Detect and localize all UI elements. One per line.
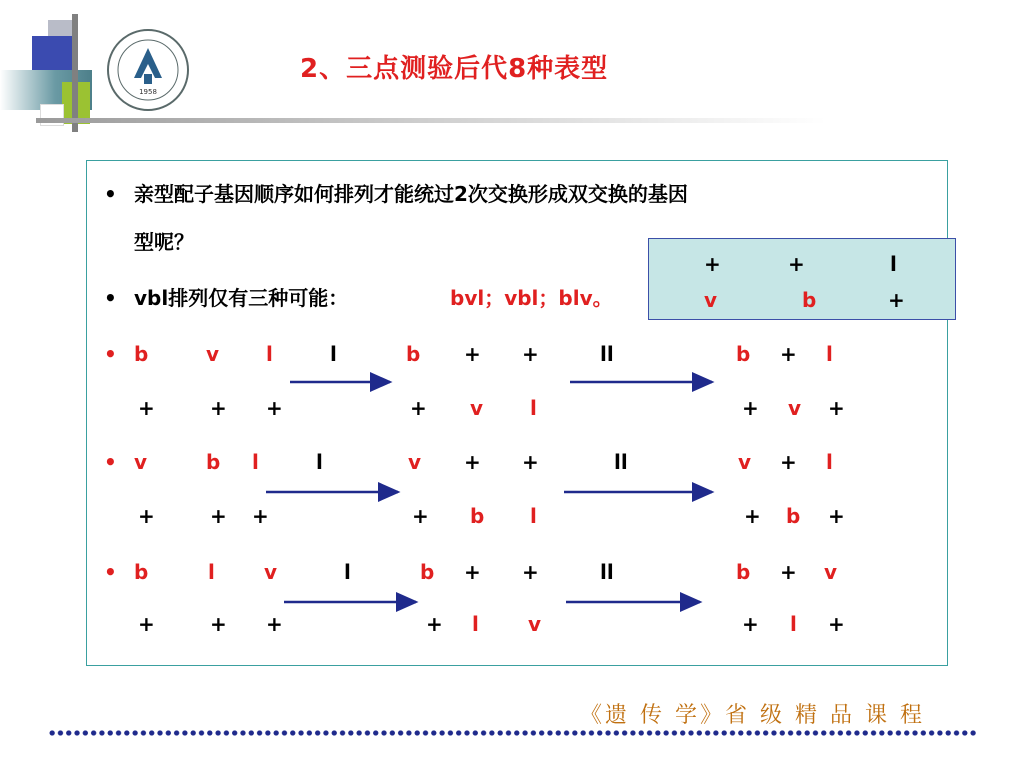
cross3-mid-top-gene3: +	[522, 560, 539, 584]
cross1-end-top-gene3: l	[826, 342, 833, 366]
cross2-parent-top-gene3: l	[252, 450, 259, 474]
overlay-row1-gene2: +	[788, 252, 805, 276]
cross1-parent-bottom-gene3: +	[266, 396, 283, 420]
cross2-mid-top-gene1: v	[408, 450, 422, 474]
overlay-row2-gene2: b	[802, 288, 817, 312]
overlay-row2-gene1: v	[704, 288, 718, 312]
cross1-end-bottom-gene2: v	[788, 396, 802, 420]
cross3-parent-bottom-gene1: +	[138, 612, 155, 636]
seal-year: 1958	[139, 88, 157, 96]
cross1-parent-bottom-gene2: +	[210, 396, 227, 420]
cross3-end-top-gene3: v	[824, 560, 838, 584]
cross1-end-top-gene2: +	[780, 342, 797, 366]
bullet-dot: •	[104, 560, 117, 584]
cross2-end-bottom-gene3: +	[828, 504, 845, 528]
course-footer-label: 《遗 传 学》省 级 精 品 课 程	[580, 703, 925, 728]
footer-dotted-line	[48, 730, 976, 736]
bullet-possibilities-highlight: bvl；vbl；blv。	[450, 286, 613, 310]
cross3-parent-top-gene2: l	[208, 560, 215, 584]
cross1-separator2: ll	[600, 342, 614, 366]
cross3-mid-bottom-gene3: v	[528, 612, 542, 636]
overlay-row1-gene1: +	[704, 252, 721, 276]
cross2-end-bottom-gene1: +	[744, 504, 761, 528]
cross2-mid-top-gene3: +	[522, 450, 539, 474]
cross2-parent-top-gene1: v	[134, 450, 148, 474]
cross1-parent-bottom-gene1: +	[138, 396, 155, 420]
cross3-separator1: l	[344, 560, 351, 584]
cross2-mid-bottom-gene3: l	[530, 504, 537, 528]
cross3-mid-bottom-gene2: l	[472, 612, 479, 636]
cross3-mid-top-gene2: +	[464, 560, 481, 584]
bullet-dot: •	[104, 450, 117, 474]
cross1-parent-top-gene3: l	[266, 342, 273, 366]
cross2-parent-bottom-gene2: +	[210, 504, 227, 528]
cross3-parent-bottom-gene3: +	[266, 612, 283, 636]
cross3-end-top-gene1: b	[736, 560, 751, 584]
bullet-dot: •	[104, 286, 117, 310]
cross2-mid-bottom-gene1: +	[412, 504, 429, 528]
cross1-end-bottom-gene3: +	[828, 396, 845, 420]
bullet-question-line1: 亲型配子基因顺序如何排列才能统过2次交换形成双交换的基因	[134, 182, 688, 206]
cross1-mid-top-gene1: b	[406, 342, 421, 366]
cross2-mid-top-gene2: +	[464, 450, 481, 474]
cross2-parent-bottom-gene1: +	[138, 504, 155, 528]
cross3-mid-bottom-gene1: +	[426, 612, 443, 636]
bullet-dot: •	[104, 342, 117, 366]
cross2-end-top-gene1: v	[738, 450, 752, 474]
cross3-end-bottom-gene1: +	[742, 612, 759, 636]
bullet-dot: •	[104, 182, 117, 206]
cross2-parent-bottom-gene3: +	[252, 504, 269, 528]
cross3-parent-top-gene3: v	[264, 560, 278, 584]
cross1-parent-top-gene2: v	[206, 342, 220, 366]
cross1-mid-top-gene3: +	[522, 342, 539, 366]
cross1-mid-bottom-gene2: v	[470, 396, 484, 420]
overlay-row1-gene3: l	[890, 252, 897, 276]
cross2-parent-top-gene2: b	[206, 450, 221, 474]
cross3-separator2: ll	[600, 560, 614, 584]
cross1-mid-top-gene2: +	[464, 342, 481, 366]
cross3-end-top-gene2: +	[780, 560, 797, 584]
cross3-mid-top-gene1: b	[420, 560, 435, 584]
cross1-end-bottom-gene1: +	[742, 396, 759, 420]
overlay-row2-gene3: +	[888, 288, 905, 312]
cross1-end-top-gene1: b	[736, 342, 751, 366]
cross3-parent-top-gene1: b	[134, 560, 149, 584]
cross3-end-bottom-gene2: l	[790, 612, 797, 636]
cross2-end-bottom-gene2: b	[786, 504, 801, 528]
cross2-end-top-gene2: +	[780, 450, 797, 474]
cross2-mid-bottom-gene2: b	[470, 504, 485, 528]
cross1-parent-top-gene1: b	[134, 342, 149, 366]
page-title: 2、三点测验后代8种表型	[300, 54, 609, 84]
cross1-separator1: l	[330, 342, 337, 366]
cross1-mid-bottom-gene1: +	[410, 396, 427, 420]
bullet-question-line2: 型呢？	[134, 230, 194, 254]
cross2-separator2: ll	[614, 450, 628, 474]
cross2-end-top-gene3: l	[826, 450, 833, 474]
bullet-possibilities-prefix: vbl排列仅有三种可能：	[134, 286, 349, 310]
cross2-separator1: l	[316, 450, 323, 474]
cross3-parent-bottom-gene2: +	[210, 612, 227, 636]
cross3-end-bottom-gene3: +	[828, 612, 845, 636]
cross1-mid-bottom-gene3: l	[530, 396, 537, 420]
